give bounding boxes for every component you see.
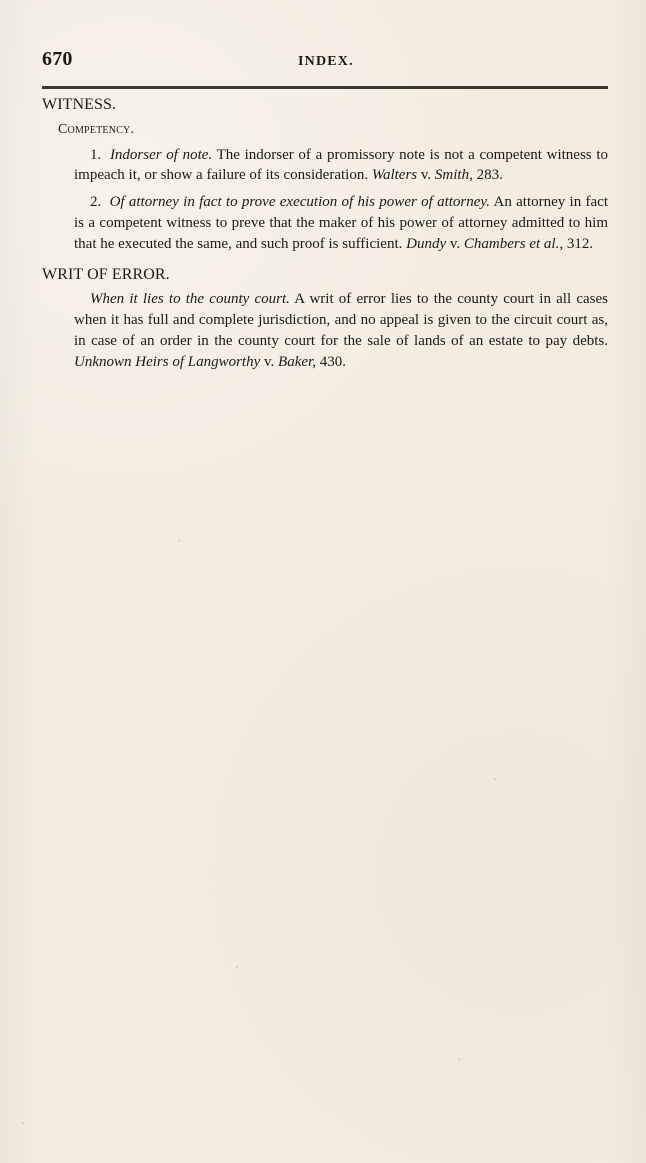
entry-text: An attorney in fact is a competent witness to preve that the maker of his power of attorney admitted to him that he executed the same, and such proof is sufficient.	[74, 194, 609, 252]
paper-speckle	[494, 778, 496, 780]
paper-speckle	[458, 1058, 460, 1060]
paper-speckle	[178, 540, 180, 542]
case-name-part: Chambers et al.,	[463, 235, 564, 252]
subheading-competency: Competency.	[58, 121, 135, 137]
entry-text: A writ of error lies to the county court in all cases when it has full and complete jurisdiction, and no appeal is given to the circuit court as, in case of an order in the county court for the sale of lands of an estate to pay debts.	[74, 291, 608, 349]
case-name-part: Unknown Heirs of Langworthy	[74, 353, 261, 370]
case-name-part: Smith,	[434, 167, 473, 184]
index-entry	[74, 145, 608, 187]
index-entry	[74, 289, 608, 372]
case-name-part: Baker,	[278, 353, 316, 370]
running-head: INDEX.	[298, 54, 354, 69]
entry-topic: Indorser of note.	[109, 146, 213, 163]
case-versus: v.	[420, 167, 432, 184]
paper-speckle	[22, 1122, 24, 1124]
paper-speckle	[236, 966, 238, 968]
entry-topic: Of attorney in fact to prove execution of his power of attorney.	[109, 194, 490, 211]
header-rule	[42, 86, 608, 89]
page-reference: 312.	[566, 235, 594, 252]
index-entry	[74, 192, 608, 254]
page-header	[42, 48, 608, 78]
entry-number: 1.	[90, 146, 102, 163]
section-heading-writ-of-error: WRIT OF ERROR.	[42, 265, 170, 283]
page-reference: 283.	[476, 167, 503, 184]
case-versus: v.	[264, 353, 275, 370]
entry-text: The indorser of a promissory note is not a competent witness to impeach it, or show a failure of its consideration.	[74, 146, 608, 184]
page-reference: 430.	[319, 353, 346, 370]
section-heading-witness: WITNESS.	[42, 96, 117, 113]
page-number: 670	[42, 48, 73, 70]
entry-topic: When it lies to the county court.	[90, 291, 290, 308]
case-versus: v.	[449, 235, 461, 252]
entry-number: 2.	[90, 194, 102, 211]
index-content	[42, 95, 608, 379]
case-name-part: Walters	[371, 167, 418, 184]
case-name-part: Dundy	[406, 235, 447, 252]
